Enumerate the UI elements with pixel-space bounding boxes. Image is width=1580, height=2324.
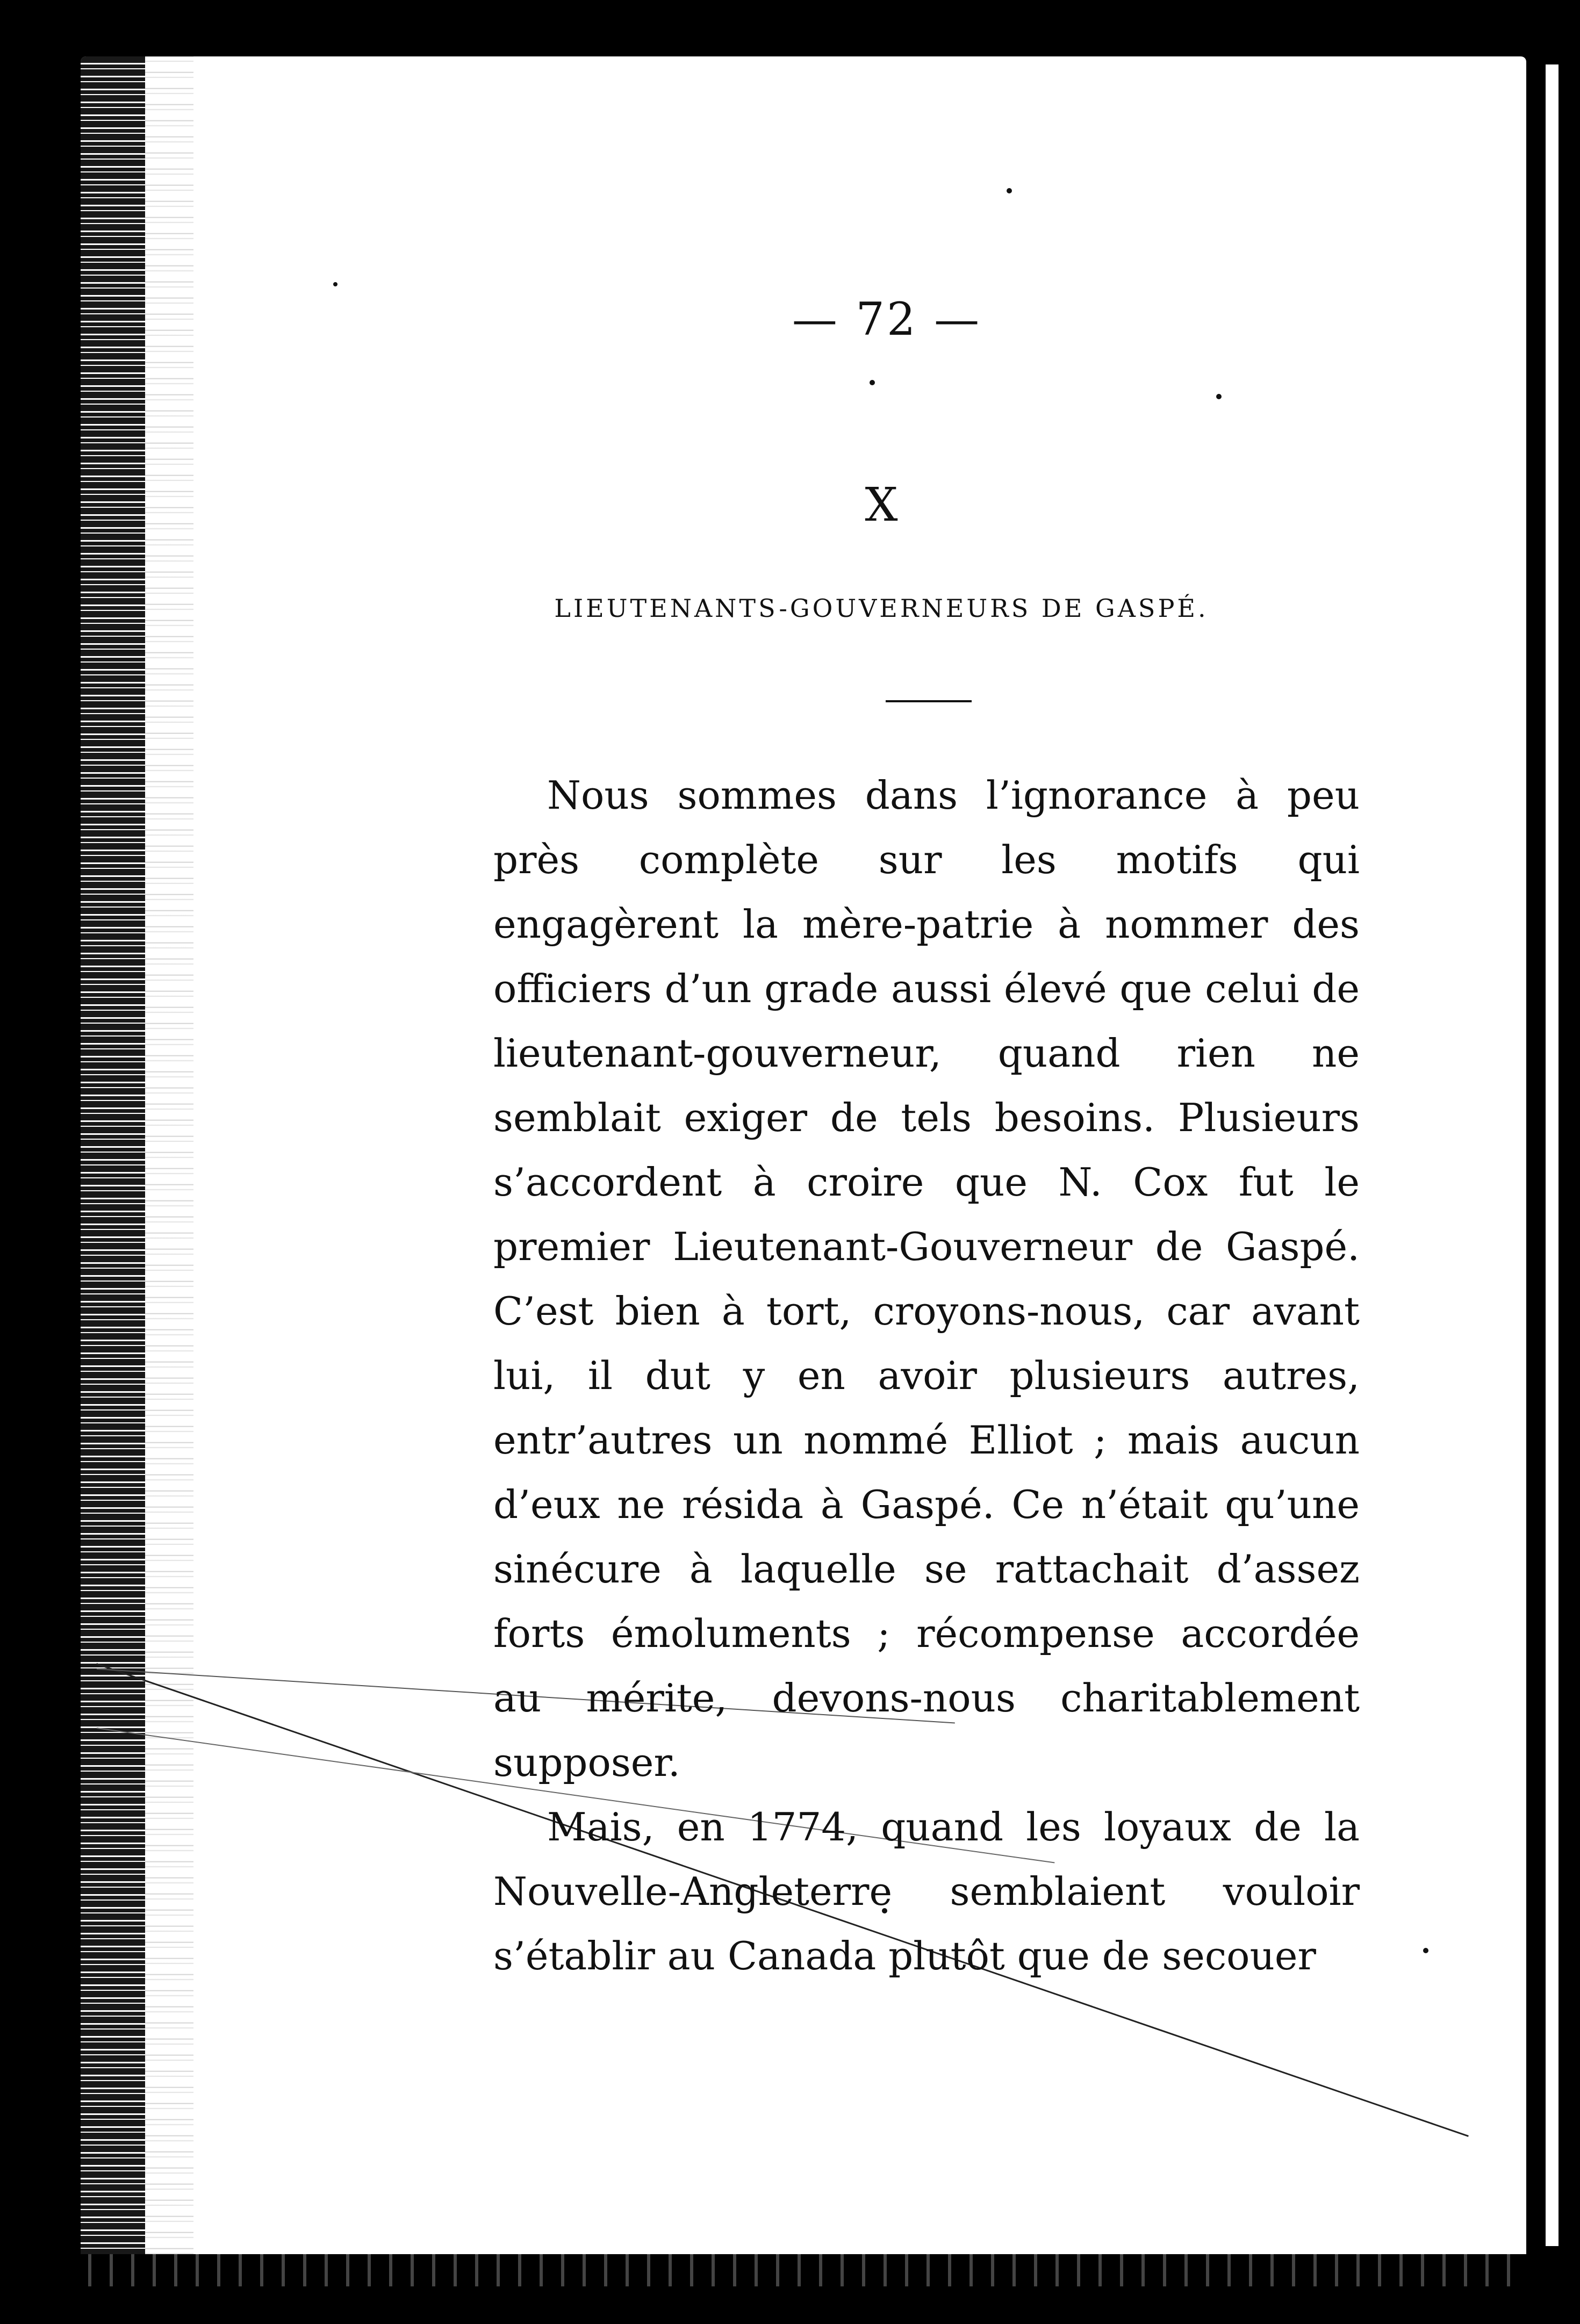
- title-divider: [886, 700, 972, 702]
- scan-bottom-border: [81, 2254, 1526, 2286]
- scan-speck: [1216, 394, 1222, 399]
- paragraph: Mais, en 1774, quand les loyaux de la Nouvelle-Angleterre semblaient vouloir s’établir au Canada plutôt que de secouer: [493, 1804, 1360, 1978]
- chapter-title: LIEUTENANTS-GOUVERNEURS DE GASPÉ.: [554, 594, 1209, 623]
- scan-speck: [1007, 188, 1012, 193]
- body-text: [493, 763, 1360, 1988]
- scan-right-border: [1537, 0, 1580, 2324]
- scan-right-strip: [1546, 64, 1559, 2246]
- scan-speck: [1423, 1948, 1428, 1953]
- page-binding-edge: [81, 56, 145, 2286]
- page-binding-shadow: [145, 56, 193, 2286]
- paragraph: Nous sommes dans l’ignorance à peu près complète sur les motifs qui engagèrent la mère-patrie à nommer des officiers d’un grade aussi élevé que celui de lieutenant-gouverneur, quand rien ne semblait exiger de tels besoins. Plusieurs s’accordent à croire que N. Cox fut le premier Lieutenant-Gouverneur de Gaspé. C’est bien à tort, croyons-nous, car avant lui, il dut y en avoir plusieurs autres, entr’autres un nommé Elliot ; mais aucun d’eux ne résida à Gaspé. Ce n’était qu’une sinécure à laquelle se rattachait d’assez forts émoluments ; récompense accordée au mérite, devons-nous charitablement supposer.: [493, 773, 1360, 1785]
- scan-speck: [333, 282, 337, 286]
- chapter-number: X: [865, 478, 898, 532]
- scan-speck: [870, 380, 875, 385]
- page-number: — 72 —: [792, 293, 982, 346]
